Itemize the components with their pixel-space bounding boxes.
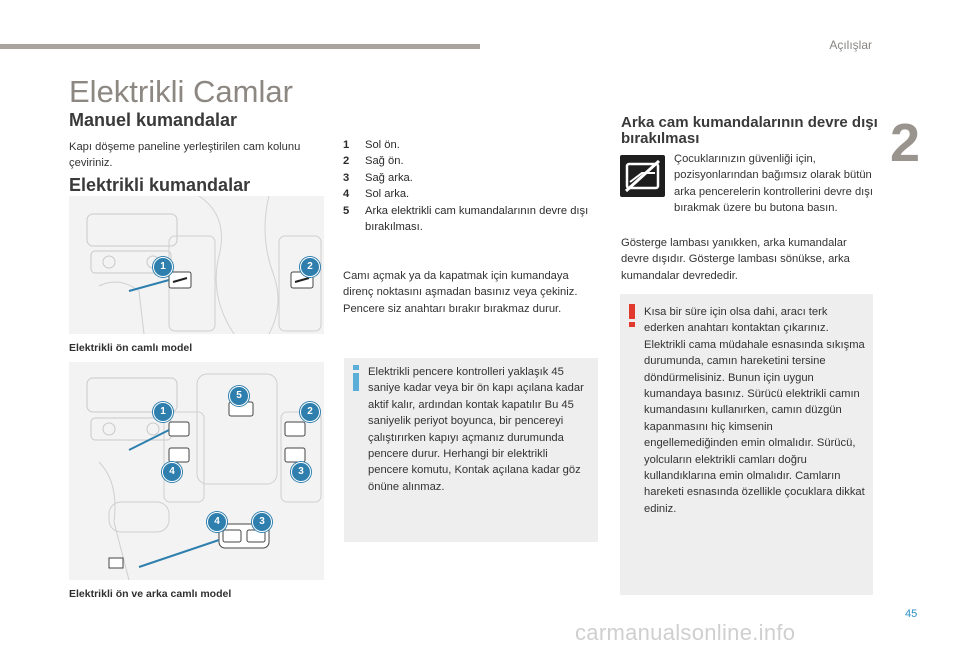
callout-2: 2	[300, 257, 320, 277]
front-console-illustration	[69, 196, 324, 334]
warning-text: Kısa bir süre için olsa dahi, aracı terk ederken anahtarı kontaktan çıkarınız. Elektrikli cama müdahale esnasında sıkışma durumunda, camın hareketini tersine döndürmelisiniz. Bunun için uygun kumandaya basınız. Sürücü elektrikli camın kumandasını kullanırken, camın düzgün kapanmasını hiç kimsenin engellemediğinden emin olmalıdır. Sürücü, yolcuların elektrikli camları doğru kullandıklarına emin olmalıdır. Camların hareketi esnasında özellikle çocuklara dikkat ediniz.	[644, 306, 865, 515]
section-label: Açılışlar	[829, 38, 872, 52]
list-item: 1 Sol ön.	[343, 139, 400, 151]
list-item: 2 Sağ ön.	[343, 155, 404, 168]
chapter-number: 2	[890, 113, 921, 173]
callout-4-rear: 4	[207, 512, 227, 532]
warning-icon	[628, 304, 636, 326]
front-rear-controls-photo	[69, 362, 324, 580]
control-list	[343, 137, 598, 235]
list-item: 5 Arka elektrikli cam kumandalarının devre dışı bırakılması.	[343, 204, 589, 234]
rear-deactivation-text: Çocuklarınızın güvenliği için, pozisyonlarından bağımsız olarak bütün arka pencerelerin kontrollerini devre dışı bırakmak üzere bu butona basın.	[674, 153, 873, 215]
callout-5: 5	[229, 386, 249, 406]
warning-box	[620, 294, 873, 595]
callout-1: 1	[153, 257, 173, 277]
manual-controls-text: Kapı döşeme paneline yerleştirilen cam kolunu çeviriniz.	[69, 141, 301, 170]
front-rear-console-illustration	[69, 362, 324, 580]
info-icon	[352, 365, 360, 391]
callout-3: 3	[291, 462, 311, 482]
list-item: 4 Sol arka.	[343, 188, 410, 201]
info-box	[344, 358, 598, 542]
rear-window-lock-icon	[620, 155, 665, 197]
indicator-text: Gösterge lambası yanıkken, arka kumandalar devre dışıdır. Gösterge lambası sönükse, arka kumandalar devrededir.	[621, 237, 850, 282]
info-text: Elektrikli pencere kontrolleri yaklaşık 45 saniye kadar veya bir ön kapı açılana kadar aktif kalır, ardından kontak kapatılır Bu 45 saniyelik periyot boyunca, bir pencereyi çalıştırırken kapıyı açmanız durumunda pencere durur. Herhangi bir elektrikli pencere komutu, Kontak açılana kadar göz önüne alınmaz.	[368, 366, 584, 493]
watermark: carmanualsonline.info	[575, 620, 796, 645]
caption-front-rear-model: Elektrikli ön ve arka camlı model	[69, 588, 232, 600]
electric-controls-heading: Elektrikli kumandalar	[69, 175, 251, 195]
rear-deactivation-heading: Arka cam kumandalarının devre dışı bırakılması	[621, 114, 878, 147]
caption-front-model: Elektrikli ön camlı model	[69, 342, 193, 354]
callout-2: 2	[300, 402, 320, 422]
page-number: 45	[905, 608, 918, 620]
callout-4: 4	[162, 462, 182, 482]
manual-controls-heading: Manuel kumandalar	[69, 110, 238, 130]
operation-text: Camı açmak ya da kapatmak için kumandaya direnç noktasını aşmadan basınız veya çekiniz. Pencere siz anahtarı bırakır bırakmaz durur.	[343, 270, 578, 315]
front-controls-photo	[69, 196, 324, 334]
page-title: Elektrikli Camlar	[69, 74, 293, 109]
callout-1: 1	[153, 402, 173, 422]
list-item: 3 Sağ arka.	[343, 171, 413, 184]
callout-3-rear: 3	[252, 512, 272, 532]
header-bar	[0, 44, 480, 49]
